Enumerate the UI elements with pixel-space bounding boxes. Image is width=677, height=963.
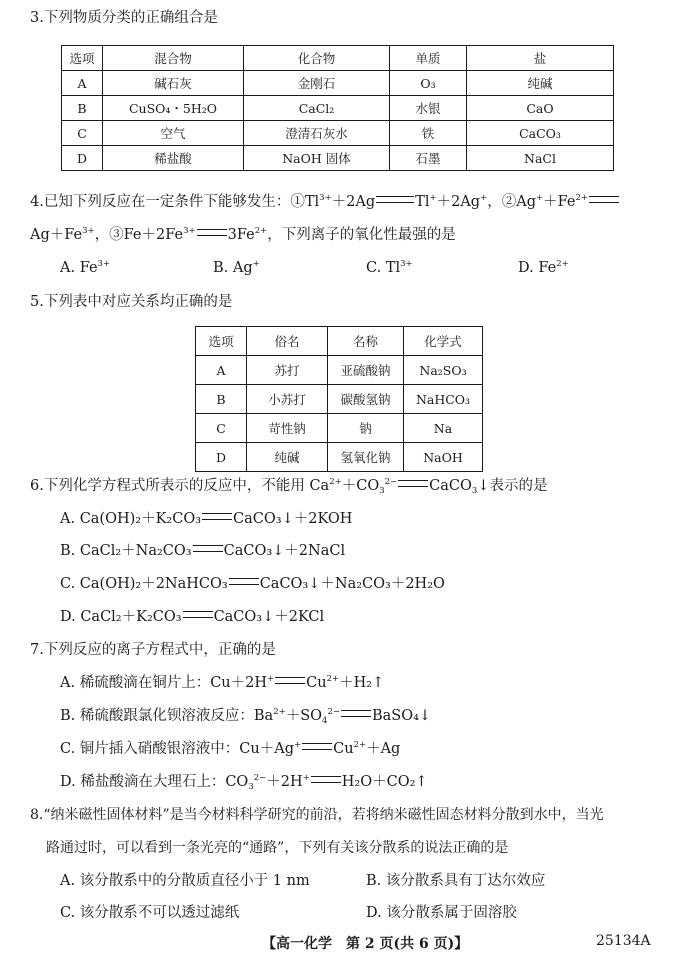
- q6-option-c: [60, 574, 445, 594]
- table-cell: CaO: [467, 96, 614, 121]
- table-cell: 铁: [390, 121, 467, 146]
- table-cell: D: [62, 146, 103, 171]
- table-row: [62, 96, 614, 121]
- equals-sign: [202, 513, 232, 520]
- q4-option-d: [518, 258, 569, 278]
- table-cell: C: [62, 121, 103, 146]
- q8-option-b: B. 该分散系具有丁达尔效应: [366, 873, 546, 889]
- question-3-stem: 3.下列物质分类的正确组合是: [30, 10, 218, 26]
- table-cell: 澄清石灰水: [244, 121, 390, 146]
- q6-option-d: [60, 607, 324, 627]
- equals-sign: [197, 229, 227, 236]
- question-7-stem: 7.下列反应的离子方程式中，正确的是: [30, 642, 276, 658]
- table-cell: 金刚石: [244, 71, 390, 96]
- table-cell: A: [196, 356, 247, 385]
- ion-charge: 3+: [97, 259, 111, 269]
- equals-sign: [376, 196, 414, 203]
- table-cell: CaCl₂: [244, 96, 390, 121]
- q4-text: ＋Fe: [543, 194, 576, 210]
- table-row: [196, 414, 483, 443]
- table-cell: O₃: [390, 71, 467, 96]
- table-row: [196, 356, 483, 385]
- table-cell: B: [196, 385, 247, 414]
- q6-text: 6.下列化学方程式所表示的反应中，不能用 Ca: [30, 478, 330, 494]
- table-cell: Na: [404, 414, 483, 443]
- footer-title: 【高一化学 第 2 页(共 6 页)】: [262, 936, 469, 952]
- option-label: A. Fe: [60, 260, 98, 276]
- option-label: C. Ca(OH)₂＋2NaHCO₃: [60, 576, 228, 592]
- q6-text: ＋CO: [341, 478, 380, 494]
- q4-option-c: [366, 258, 413, 278]
- ion-charge: 3+: [400, 259, 413, 269]
- table-cell: 石墨: [390, 146, 467, 171]
- option-label: Cu: [306, 675, 327, 691]
- q7-option-b: B. 稀硫酸跟氯化钡溶液反应：$Ba^{2+}+SO_4^{2-}$ BaSO₄↓: [60, 707, 432, 726]
- table-cell: CuSO₄・5H₂O: [103, 96, 244, 121]
- table-row: [62, 146, 614, 171]
- table-header-cell: 混合物: [103, 46, 244, 71]
- table-cell: 空气: [103, 121, 244, 146]
- table-header-cell: 化合物: [244, 46, 390, 71]
- equals-sign: [341, 710, 371, 717]
- q4-text: 3Fe: [227, 227, 255, 243]
- table-row: [196, 385, 483, 414]
- option-label: ＋Ag: [366, 741, 401, 757]
- table-cell: 苏打: [247, 356, 328, 385]
- option-label: D. CaCl₂＋K₂CO₃: [60, 609, 182, 625]
- table-cell: 稀盐酸: [103, 146, 244, 171]
- table-header-cell: 名称: [328, 327, 404, 356]
- table-cell: NaOH: [404, 443, 483, 472]
- q4-text: 4.已知下列反应在一定条件下能够发生：①Tl: [30, 194, 320, 210]
- q6-text: CaCO: [429, 478, 472, 494]
- option-label: A. 稀硫酸滴在铜片上：Cu＋2H: [60, 675, 267, 691]
- table-header-cell: 化学式: [404, 327, 483, 356]
- question-6-stem: 6.下列化学方程式所表示的反应中，不能用 $Ca^{2+}+CO_3^{2-}$ CaCO$_3$↓表示的是: [30, 477, 548, 496]
- table-cell: C: [196, 414, 247, 443]
- option-label: ＋SO: [285, 708, 323, 724]
- equals-sign: [589, 196, 619, 203]
- table-cell: B: [62, 96, 103, 121]
- table-cell: NaCl: [467, 146, 614, 171]
- table-cell: A: [62, 71, 103, 96]
- table-cell: 亚硫酸钠: [328, 356, 404, 385]
- table-row: [196, 443, 483, 472]
- q8-option-a: A. 该分散系中的分散质直径小于 1 nm: [60, 873, 310, 889]
- q7-option-a: A. 稀硫酸滴在铜片上：Cu＋2H+ $Cu^{2+}+H_2↑$: [60, 674, 385, 691]
- option-label: ＋H₂↑: [339, 675, 385, 691]
- question-8-stem-line1: 8.“纳米磁性固体材料”是当今材料科学研究的前沿，若将纳米磁性固态材料分散到水中，当光: [30, 807, 604, 823]
- table-cell: 碳酸氢钠: [328, 385, 404, 414]
- table-cell: Na₂SO₃: [404, 356, 483, 385]
- option-label: C. Tl: [366, 260, 401, 276]
- q6-text: ↓表示的是: [477, 478, 548, 494]
- q4-text: Tl: [415, 194, 430, 210]
- q4-text: ，③Fe＋2Fe: [94, 227, 184, 243]
- q7-option-d: D. 稀盐酸滴在大理石上：$CO_3^{2-}+2H^+$ H₂O＋CO₂↑: [60, 773, 428, 792]
- q4-text: ，下列离子的氧化性最强的是: [267, 227, 456, 243]
- equals-sign: [229, 578, 259, 585]
- footer-code: 25134A: [596, 933, 651, 949]
- ion-charge: +: [252, 259, 260, 269]
- q3-table: [61, 45, 614, 171]
- table-cell: 碱石灰: [103, 71, 244, 96]
- option-label: D. Fe: [518, 260, 557, 276]
- option-label: B. CaCl₂＋Na₂CO₃: [60, 543, 192, 559]
- table-header-cell: 选项: [196, 327, 247, 356]
- option-label: D. 稀盐酸滴在大理石上：CO: [60, 774, 249, 790]
- table-header-cell: 俗名: [247, 327, 328, 356]
- option-label: H₂O＋CO₂↑: [341, 774, 428, 790]
- q4-text: ＋2Ag: [331, 194, 376, 210]
- table-cell: 钠: [328, 414, 404, 443]
- table-cell: 纯碱: [247, 443, 328, 472]
- equals-sign: [302, 743, 332, 750]
- option-label: CaCO₃↓＋2KCl: [213, 609, 325, 625]
- equals-sign: [398, 480, 428, 487]
- option-label: BaSO₄↓: [372, 708, 432, 724]
- equals-sign: [311, 776, 341, 783]
- option-label: Cu: [333, 741, 354, 757]
- q8-option-c: C. 该分散系不可以透过滤纸: [60, 905, 240, 921]
- table-row: [62, 71, 614, 96]
- equals-sign: [183, 611, 213, 618]
- table-cell: 水银: [390, 96, 467, 121]
- option-label: CaCO₃↓＋Na₂CO₃＋2H₂O: [259, 576, 445, 592]
- table-cell: 氢氧化钠: [328, 443, 404, 472]
- table-header-cell: 选项: [62, 46, 103, 71]
- q4-text: ＋2Ag: [436, 194, 481, 210]
- q4-text: Ag＋Fe: [30, 227, 83, 243]
- table-cell: NaHCO₃: [404, 385, 483, 414]
- option-label: ＋2H: [266, 774, 303, 790]
- question-8-stem-line2: 路通过时，可以看到一条光亮的“通路”，下列有关该分散系的说法正确的是: [46, 840, 509, 856]
- table-cell: 纯碱: [467, 71, 614, 96]
- table-cell: D: [196, 443, 247, 472]
- option-label: CaCO₃↓＋2NaCl: [223, 543, 346, 559]
- q5-table: [195, 326, 483, 472]
- q4-option-b: [213, 258, 260, 278]
- question-5-stem: 5.下列表中对应关系均正确的是: [30, 294, 233, 310]
- q4-text: ，②Ag: [487, 194, 536, 210]
- q7-option-c: C. 铜片插入硝酸银溶液中：Cu＋Ag+ $Cu^{2+}+Ag$: [60, 740, 401, 757]
- table-header-cell: 盐: [467, 46, 614, 71]
- equals-sign: [193, 545, 223, 552]
- table-cell: 小苏打: [247, 385, 328, 414]
- table-header-row: [62, 46, 614, 71]
- table-row: [62, 121, 614, 146]
- q4-option-a: [60, 258, 110, 278]
- table-header-row: [196, 327, 483, 356]
- ion-charge: 2+: [556, 259, 569, 269]
- question-4-stem-line2: $Ag+Fe^{3+}$，$③Fe+2Fe^{3+}$ $3Fe^{2+}$，下列离子的氧化性最强的是: [30, 226, 456, 243]
- option-label: B. Ag: [213, 260, 253, 276]
- option-label: CaCO₃↓＋2KOH: [233, 511, 353, 527]
- table-cell: NaOH 固体: [244, 146, 390, 171]
- table-cell: CaCO₃: [467, 121, 614, 146]
- question-4-stem-line1: 4.已知下列反应在一定条件下能够发生：$①Tl^{3+}+2Ag$ Tl+＋2Ag+，$②Ag^++Fe^{2+}$: [30, 192, 620, 212]
- option-label: A. Ca(OH)₂＋K₂CO₃: [60, 511, 202, 527]
- equals-sign: [275, 677, 305, 684]
- table-header-cell: 单质: [390, 46, 467, 71]
- table-cell: 苛性钠: [247, 414, 328, 443]
- q6-option-b: [60, 541, 345, 561]
- option-label: B. 稀硫酸跟氯化钡溶液反应：Ba: [60, 708, 274, 724]
- q8-option-d: D. 该分散系属于固溶胶: [366, 905, 517, 921]
- option-label: C. 铜片插入硝酸银溶液中：Cu＋Ag: [60, 741, 294, 757]
- q6-option-a: [60, 509, 352, 529]
